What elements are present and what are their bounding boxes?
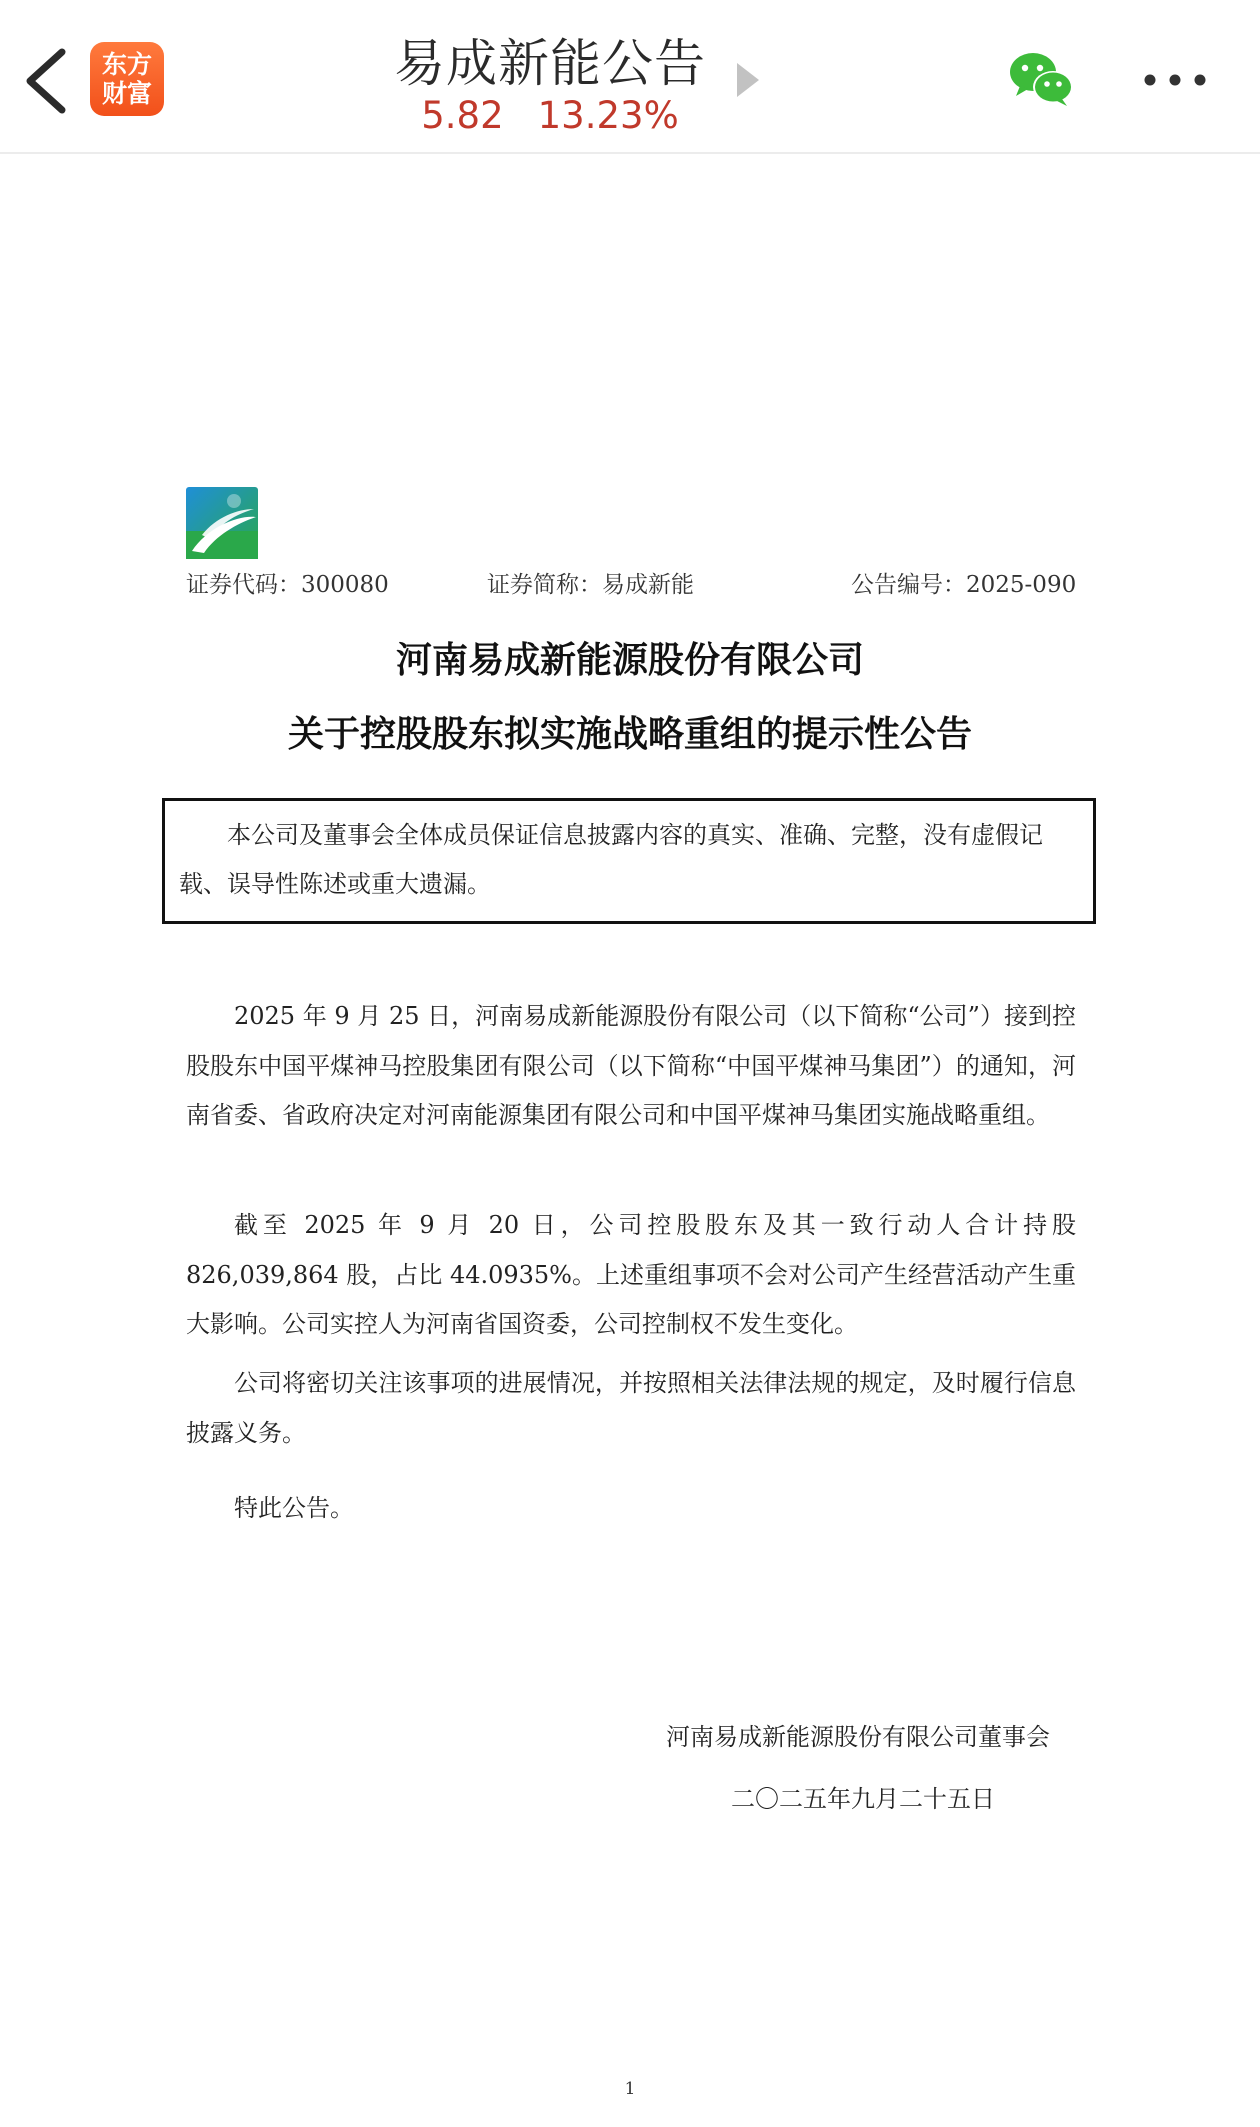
announcement-document[interactable] bbox=[0, 154, 1260, 2127]
body-paragraph-3: 公司将密切关注该事项的进展情况，并按照相关法律法规的规定，及时履行信息披露义务。 bbox=[186, 1369, 1076, 1447]
back-button[interactable] bbox=[18, 40, 82, 122]
page-number: 1 bbox=[624, 2079, 636, 2099]
more-button[interactable] bbox=[1140, 60, 1210, 100]
signature-date: 二〇二五年九月二十五日 bbox=[731, 1785, 995, 1813]
wechat-share-button[interactable] bbox=[1008, 50, 1074, 108]
announcement-number: 公告编号：2025-090 bbox=[851, 572, 1077, 598]
play-triangle-icon[interactable] bbox=[737, 63, 759, 97]
top-app-bar bbox=[0, 0, 1260, 154]
chevron-left-icon bbox=[18, 40, 82, 122]
body-paragraph-1: 2025 年 9 月 25 日，河南易成新能源股份有限公司（以下简称“公司”）接到控股股东中国平煤神马控股集团有限公司（以下简称“中国平煤神马集团”）的通知，河南省委、省政府决定对河南能源集团有限公司和中国平煤神马集团实施战略重组。 bbox=[186, 1002, 1076, 1129]
disclaimer-box bbox=[162, 798, 1096, 924]
company-logo bbox=[186, 487, 258, 559]
app-logo-line2: 财富 bbox=[101, 79, 152, 108]
disclaimer-text: 本公司及董事会全体成员保证信息披露内容的真实、准确、完整，没有虚假记载、误导性陈述或重大遗漏。 bbox=[179, 821, 1043, 898]
stock-quote bbox=[330, 94, 770, 137]
stock-price: 5.82 bbox=[421, 94, 504, 137]
eastmoney-app-logo[interactable] bbox=[90, 42, 164, 116]
wechat-icon bbox=[1008, 50, 1074, 108]
document-title-line2: 关于控股股东拟实施战略重组的提示性公告 bbox=[287, 714, 972, 755]
stock-change-percent: 13.23% bbox=[537, 94, 679, 137]
body-paragraph-4: 特此公告。 bbox=[234, 1494, 354, 1522]
security-short-name: 证券简称：易成新能 bbox=[487, 572, 694, 598]
security-code: 证券代码：300080 bbox=[186, 572, 389, 598]
app-logo-line1: 东方 bbox=[101, 50, 152, 79]
document-title-line1: 河南易成新能源股份有限公司 bbox=[395, 640, 864, 681]
more-dots-icon bbox=[1140, 60, 1210, 100]
page-title: 易成新能公告 bbox=[393, 35, 706, 94]
signature-organization: 河南易成新能源股份有限公司董事会 bbox=[666, 1723, 1050, 1751]
stock-title-area[interactable] bbox=[330, 14, 790, 144]
body-paragraph-2: 截至 2025 年 9 月 20 日，公司控股股东及其一致行动人合计持股 826,039,864 股，占比 44.0935%。上述重组事项不会对公司产生经营活动产生重大影响。公司实控人为河南省国资委，公司控制权不发生变化。 bbox=[186, 1211, 1076, 1338]
